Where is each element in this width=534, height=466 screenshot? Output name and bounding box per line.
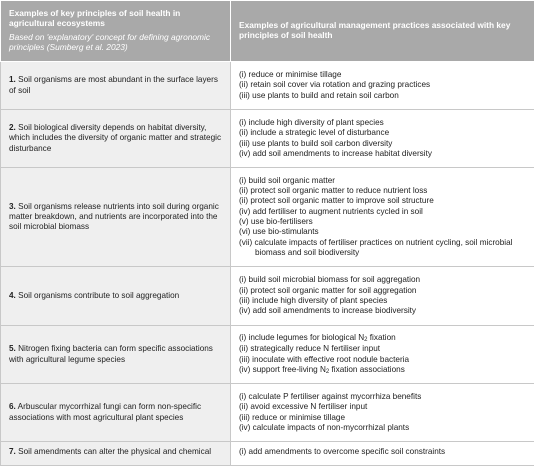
header-practices-title: Examples of agricultural management practices associated with key principles of soil health <box>239 21 526 41</box>
practice-text: (i) include legumes for biological N <box>239 333 364 342</box>
practice-item: (iv) add soil amendments to increase biodiversity <box>239 306 526 316</box>
table-row <box>1 267 534 326</box>
practice-item: (i) add amendments to overcome specific soil constraints <box>239 447 526 457</box>
practice-text-suffix: fixation <box>368 333 396 342</box>
practice-item: (vii) calculate impacts of fertiliser practices on nutrient cycling, soil microbial biomass and soil biodiversity <box>239 238 526 259</box>
table-row <box>1 168 534 267</box>
table-row <box>1 326 534 384</box>
principle-cell <box>1 168 231 267</box>
principle-cell <box>1 267 231 326</box>
subscript-2: 2 <box>364 337 367 343</box>
practice-item: (v) use bio-fertilisers <box>239 217 526 227</box>
principle-cell <box>1 62 231 110</box>
table-header-row <box>1 1 534 62</box>
practice-item: (i) include high diversity of plant species <box>239 118 526 128</box>
practice-item: (ii) protect soil organic matter to reduce nutrient loss <box>239 186 526 196</box>
principle-cell <box>1 110 231 168</box>
practice-item: (iii) use plants to build and retain soil carbon <box>239 91 526 101</box>
principle-text: Soil biological diversity depends on habitat diversity, which includes the diversity of organic matter and strategic disturbance <box>9 123 221 153</box>
table-row <box>1 110 534 168</box>
table-row <box>1 62 534 110</box>
practice-item: (i) calculate P fertiliser against mycorrhiza benefits <box>239 392 526 402</box>
practice-item: (iv) add fertiliser to augment nutrients cycled in soil <box>239 207 526 217</box>
principle-number: 6. <box>9 402 16 411</box>
practice-item: (i) reduce or minimise tillage <box>239 70 526 80</box>
principle-text: Soil amendments can alter the physical and chemical <box>18 447 211 456</box>
principle-number: 7. <box>9 447 16 456</box>
principle-number: 2. <box>9 123 16 132</box>
practice-item: (ii) strategically reduce N fertiliser input <box>239 344 526 354</box>
practice-item <box>239 333 526 345</box>
practice-item: (iii) include high diversity of plant species <box>239 296 526 306</box>
practice-item <box>239 365 526 377</box>
principle-cell <box>1 326 231 384</box>
principle-number: 1. <box>9 75 16 84</box>
practice-item: (ii) protect soil organic matter to improve soil structure <box>239 196 526 206</box>
subscript-2: 2 <box>326 369 329 375</box>
practice-text-suffix: fixation associations <box>329 365 405 374</box>
header-principles-subtitle: Based on 'explanatory' concept for defining agronomic principles (Sumberg et al. 2023) <box>9 33 222 53</box>
practice-item: (ii) include a strategic level of disturbance <box>239 128 526 138</box>
practices-cell <box>231 168 534 267</box>
practices-cell <box>231 326 534 384</box>
header-principles <box>1 1 231 62</box>
practice-item: (ii) retain soil cover via rotation and grazing practices <box>239 80 526 90</box>
practice-text: (iv) support free-living N <box>239 365 326 374</box>
practice-item: (iii) reduce or minimise tillage <box>239 413 526 423</box>
table-row <box>1 384 534 442</box>
principle-cell <box>1 384 231 442</box>
practices-cell <box>231 384 534 442</box>
principle-text: Soil organisms are most abundant in the surface layers of soil <box>9 75 218 94</box>
practice-item: (ii) protect soil organic matter for soil aggregation <box>239 286 526 296</box>
practice-item: (iii) inoculate with effective root nodule bacteria <box>239 355 526 365</box>
practices-cell <box>231 110 534 168</box>
practice-item: (i) build soil microbial biomass for soil aggregation <box>239 275 526 285</box>
practices-cell <box>231 62 534 110</box>
principle-text: Soil organisms contribute to soil aggregation <box>18 291 179 300</box>
principle-number: 4. <box>9 291 16 300</box>
practice-item: (vi) use bio-stimulants <box>239 227 526 237</box>
header-practices <box>231 1 534 62</box>
principle-number: 3. <box>9 202 16 211</box>
principle-text: Soil organisms release nutrients into soil during organic matter breakdown, and nutrients are incorporated into the soil microbial biomass <box>9 202 219 232</box>
principle-text: Nitrogen fixing bacteria can form specific associations with agricultural legume species <box>9 344 213 363</box>
practices-cell <box>231 267 534 326</box>
header-principles-title: Examples of key principles of soil health in agricultural ecosystems <box>9 9 222 29</box>
principle-text: Arbuscular mycorrhizal fungi can form non-specific associations with most agricultural plant species <box>9 402 201 421</box>
practice-item: (iii) use plants to build soil carbon diversity <box>239 139 526 149</box>
practice-item: (ii) avoid excessive N fertiliser input <box>239 402 526 412</box>
practice-item: (iv) add soil amendments to increase habitat diversity <box>239 149 526 159</box>
practice-item: (i) build soil organic matter <box>239 176 526 186</box>
principle-number: 5. <box>9 344 16 353</box>
practice-item: (iv) calculate impacts of non-mycorrhizal plants <box>239 423 526 433</box>
